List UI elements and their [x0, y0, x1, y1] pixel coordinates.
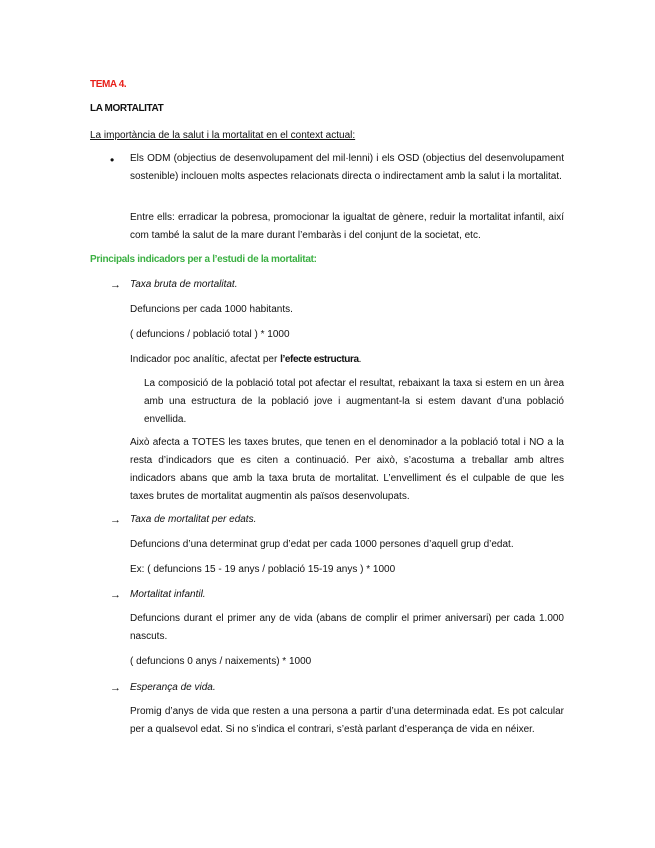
indicator-definition: Defuncions d’una determinat grup d’edat per cada 1000 persones d’aquell grup d’edat.: [130, 539, 514, 550]
bullet-paragraph: Els ODM (objectius de desenvolupament del mil·lenni) i els OSD (objectius del desenvolupament sostenible) inclouen molts aspectes relacionats directa o indirectament amb la salut i la mortalitat.: [130, 153, 564, 182]
indicator-note: [130, 351, 361, 369]
topic-label: TEMA 4.: [90, 79, 127, 90]
indicator-definition: Promig d’anys de vida que resten a una persona a partir d’una determinada edat. Es pot calcular per a qualsevol edat. Si no s’indica el contrari, s’està parlant d’esperança de vida en néixer.: [130, 706, 564, 735]
bullet-icon: •: [110, 153, 115, 167]
arrow-icon: →: [110, 589, 121, 601]
indicator-definition: Defuncions durant el primer any de vida (abans de complir el primer aniversari) per cada 1.000 nascuts.: [130, 613, 564, 642]
indicator-indented-text: La composició de la població total pot afectar el resultat, rebaixant la taxa si estem en un àrea amb una estructura de la població jove i augmentant-la si estem davant d’una població envellida.: [144, 378, 564, 425]
arrow-icon: →: [110, 279, 121, 291]
indicator-formula: ( defuncions / població total ) * 1000: [130, 329, 290, 340]
bullet-continuation: Entre ells: erradicar la pobresa, promocionar la igualtat de gènere, reduir la mortalitat infantil, així com també la salut de la mare durant l’embaràs i del conjunt de la societat, etc.: [130, 212, 564, 241]
indicator-definition: Defuncions per cada 1000 habitants.: [130, 304, 293, 315]
intro-heading: La importància de la salut i la mortalitat en el context actual:: [90, 130, 356, 141]
note-prefix: Indicador poc analític, afectat per: [130, 354, 281, 365]
indicator-title: Mortalitat infantil.: [130, 589, 206, 600]
indicator-title: Taxa de mortalitat per edats.: [130, 514, 257, 525]
indicator-formula: Ex: ( defuncions 15 - 19 anys / població 15-19 anys ) * 1000: [130, 564, 396, 575]
indicator-formula: ( defuncions 0 anys / naixements) * 1000: [130, 656, 312, 667]
page-title: LA MORTALITAT: [90, 103, 164, 114]
arrow-icon: →: [110, 682, 121, 694]
indicators-heading: Principals indicadors per a l’estudi de la mortalitat:: [90, 254, 317, 265]
indicator-title: Taxa bruta de mortalitat.: [130, 279, 238, 290]
note-bold: l’efecte estructura: [280, 354, 359, 365]
arrow-icon: →: [110, 514, 121, 526]
note-suffix: .: [358, 354, 362, 365]
indicator-title: Esperança de vida.: [130, 682, 216, 693]
indicator-paragraph: Això afecta a TOTES les taxes brutes, que tenen en el denominador a la població total i NO a la resta d’indicadors que es citen a continuació. Per això, s’acostuma a treballar amb altres indicadors abans que amb la taxa bruta de mortalitat. L’envelliment és el culpable de que les taxes brutes de mortalitat augmentin als països desenvolupats.: [130, 437, 564, 502]
